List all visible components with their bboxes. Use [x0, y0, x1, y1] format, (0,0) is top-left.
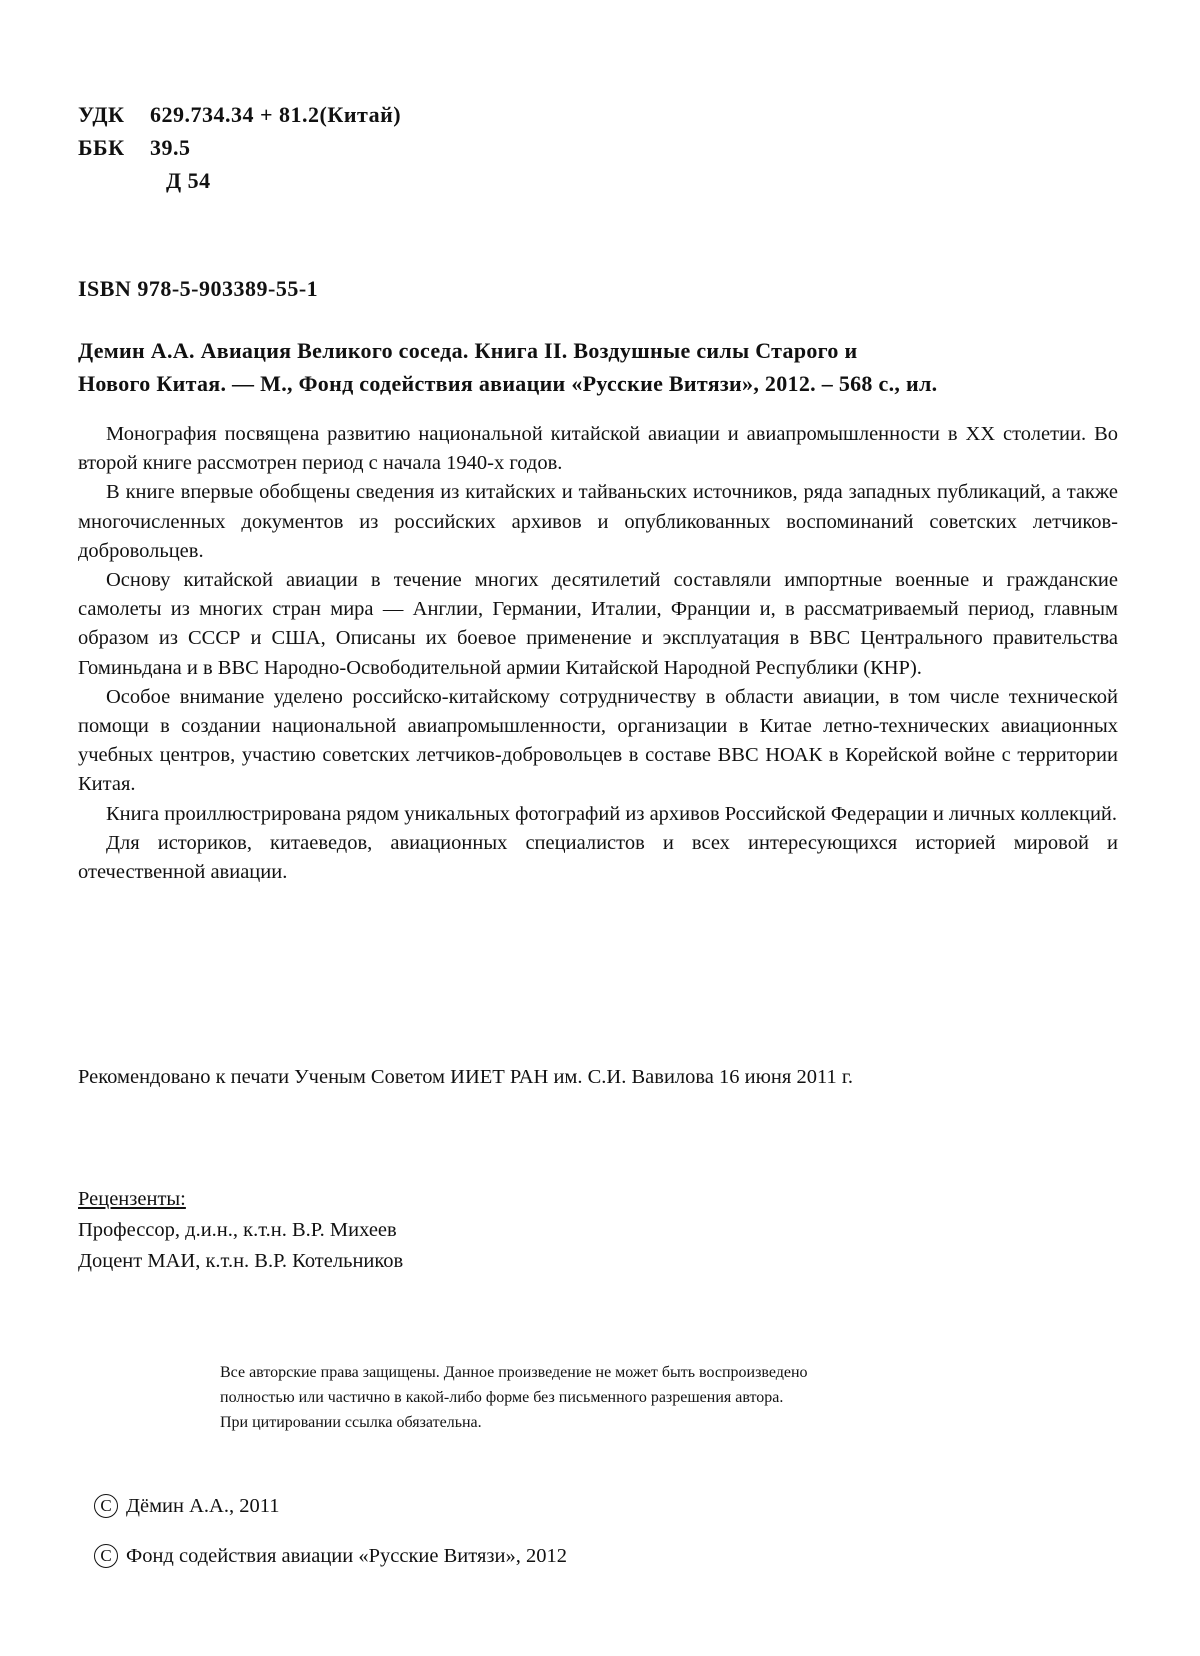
bibliographic-line-2: Нового Китая. — М., Фонд содействия авиации «Русские Витязи», 2012. – 568 с., ил. [78, 371, 938, 396]
abstract-paragraph: Основу китайской авиации в течение многих десятилетий составляли импортные военные и гражданские самолеты из многих стран мира — Англии, Германии, Италии, Франции и, в рассматриваемый период, главным образом из СССР и США, Описаны их боевое применение и эксплуатация в ВВС Центрального правительства Гоминьдана и в ВВС Народно-Освободительной армии Китайской Народной Республики (КНР). [78, 569, 1118, 679]
rights-notice [220, 1360, 980, 1435]
classification-block [78, 98, 401, 197]
udk-row [78, 98, 401, 131]
copyright-symbol: C [100, 1546, 112, 1565]
isbn: ISBN 978-5-903389-55-1 [78, 276, 319, 301]
udk-value: 629.734.34 + 81.2(Китай) [150, 102, 402, 127]
abstract-paragraph: В книге впервые обобщены сведения из китайских и тайваньских источников, ряда западных публикаций, а также многочисленных документов из российских архивов и опубликованных воспоминаний советских летчиков-добровольцев. [78, 481, 1118, 562]
rights-line-2: полностью или частично в какой-либо форме без письменного разрешения автора. [220, 1389, 784, 1406]
rights-line-1: Все авторские права защищены. Данное произведение не может быть воспроизведено [220, 1364, 808, 1381]
abstract-paragraph: Особое внимание уделено российско-китайскому сотрудничеству в области авиации, в том числе технической помощи в создании национальной авиапромышленности, организации в Китае летно-технических авиационных учебных центров, участию советских летчиков-добровольцев в составе ВВС НОАК в Корейской войне с территории Китая. [78, 685, 1118, 796]
abstract [78, 420, 1118, 887]
udk-label: УДК [78, 102, 125, 127]
recommendation-note: Рекомендовано к печати Ученым Советом ИИЕТ РАН им. С.И. Вавилова 16 июня 2011 г. [78, 1066, 854, 1088]
reviewer-item: Профессор, д.и.н., к.т.н. В.Р. Михеев [78, 1219, 397, 1241]
bibliographic-entry [78, 334, 1128, 400]
reviewers-heading: Рецензенты: [78, 1188, 186, 1210]
bbk-row [78, 131, 401, 164]
author-code: Д 54 [166, 168, 211, 193]
rights-line-3: При цитировании ссылка обязательна. [220, 1414, 482, 1431]
copyright-holder-publisher: Фонд содействия авиации «Русские Витязи», 2012 [126, 1544, 567, 1567]
copyright-line-publisher [94, 1544, 567, 1568]
copyright-icon [94, 1544, 118, 1568]
bibliographic-line-1: Демин А.А. Авиация Великого соседа. Книга II. Воздушные силы Старого и [78, 338, 858, 363]
abstract-paragraph: Книга проиллюстрирована рядом уникальных фотографий из архивов Российской Федерации и личных коллекций. [106, 802, 1118, 825]
reviewer-item: Доцент МАИ, к.т.н. В.Р. Котельников [78, 1250, 404, 1272]
copyright-line-author [94, 1494, 279, 1518]
abstract-paragraph: Монография посвящена развитию национальной китайской авиации и авиапромышленности в XX столетии. Во второй книге рассмотрен период с начала 1940-х годов. [78, 423, 1118, 475]
abstract-paragraph: Для историков, китаеведов, авиационных специалистов и всех интересующихся историей мировой и отечественной авиации. [78, 831, 1118, 884]
copyright-icon [94, 1494, 118, 1518]
bbk-label: ББК [78, 135, 125, 160]
copyright-symbol: C [100, 1496, 112, 1515]
reviewers-block [78, 1184, 403, 1277]
copyright-holder-author: Дёмин А.А., 2011 [126, 1494, 280, 1517]
bbk-value: 39.5 [150, 135, 191, 160]
